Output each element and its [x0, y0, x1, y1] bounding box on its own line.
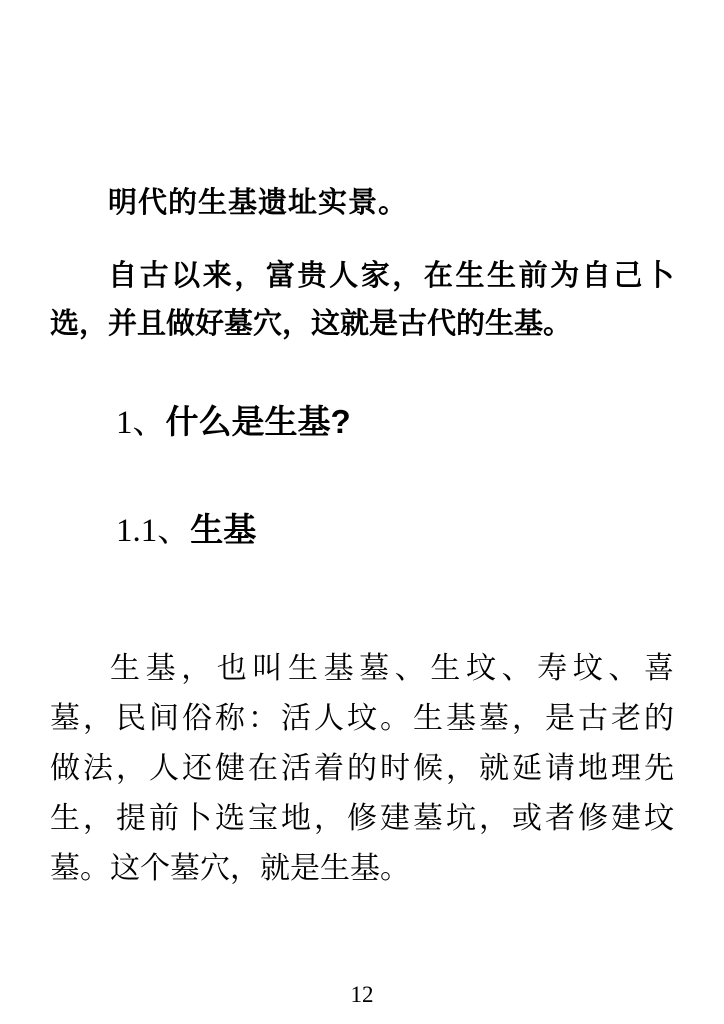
intro-paragraph-line: 自古以来，富贵人家，在生生前为自己卜	[108, 260, 674, 292]
subsection-number: 1.1、	[116, 513, 191, 549]
page-number: 12	[350, 982, 374, 1007]
subsection-heading	[50, 508, 674, 553]
body-paragraph	[50, 644, 674, 894]
intro-paragraph-line: 选，并且做好墓穴，这就是古代的生基。	[50, 308, 573, 340]
page-heading: 明代的生基遗址实景。	[108, 187, 409, 219]
section-heading	[50, 400, 674, 445]
body-paragraph-line: 做法，人还健在活着的时候，就延请地理先	[50, 752, 674, 785]
subsection-heading-label: 生基	[190, 511, 257, 548]
section-heading-label: 什么是生基?	[165, 403, 351, 440]
body-paragraph-line: 墓，民间俗称：活人坟。生基墓，是古老的	[50, 702, 674, 735]
body-paragraph-line: 墓。这个墓穴，就是生基。	[50, 852, 410, 885]
body-paragraph-line: 生，提前卜选宝地，修建墓坑，或者修建坟	[50, 802, 674, 835]
body-paragraph-line: 生基，也叫生基墓、生坟、寿坟、喜	[110, 652, 674, 685]
intro-paragraph	[50, 252, 674, 348]
section-number: 1、	[116, 405, 166, 441]
